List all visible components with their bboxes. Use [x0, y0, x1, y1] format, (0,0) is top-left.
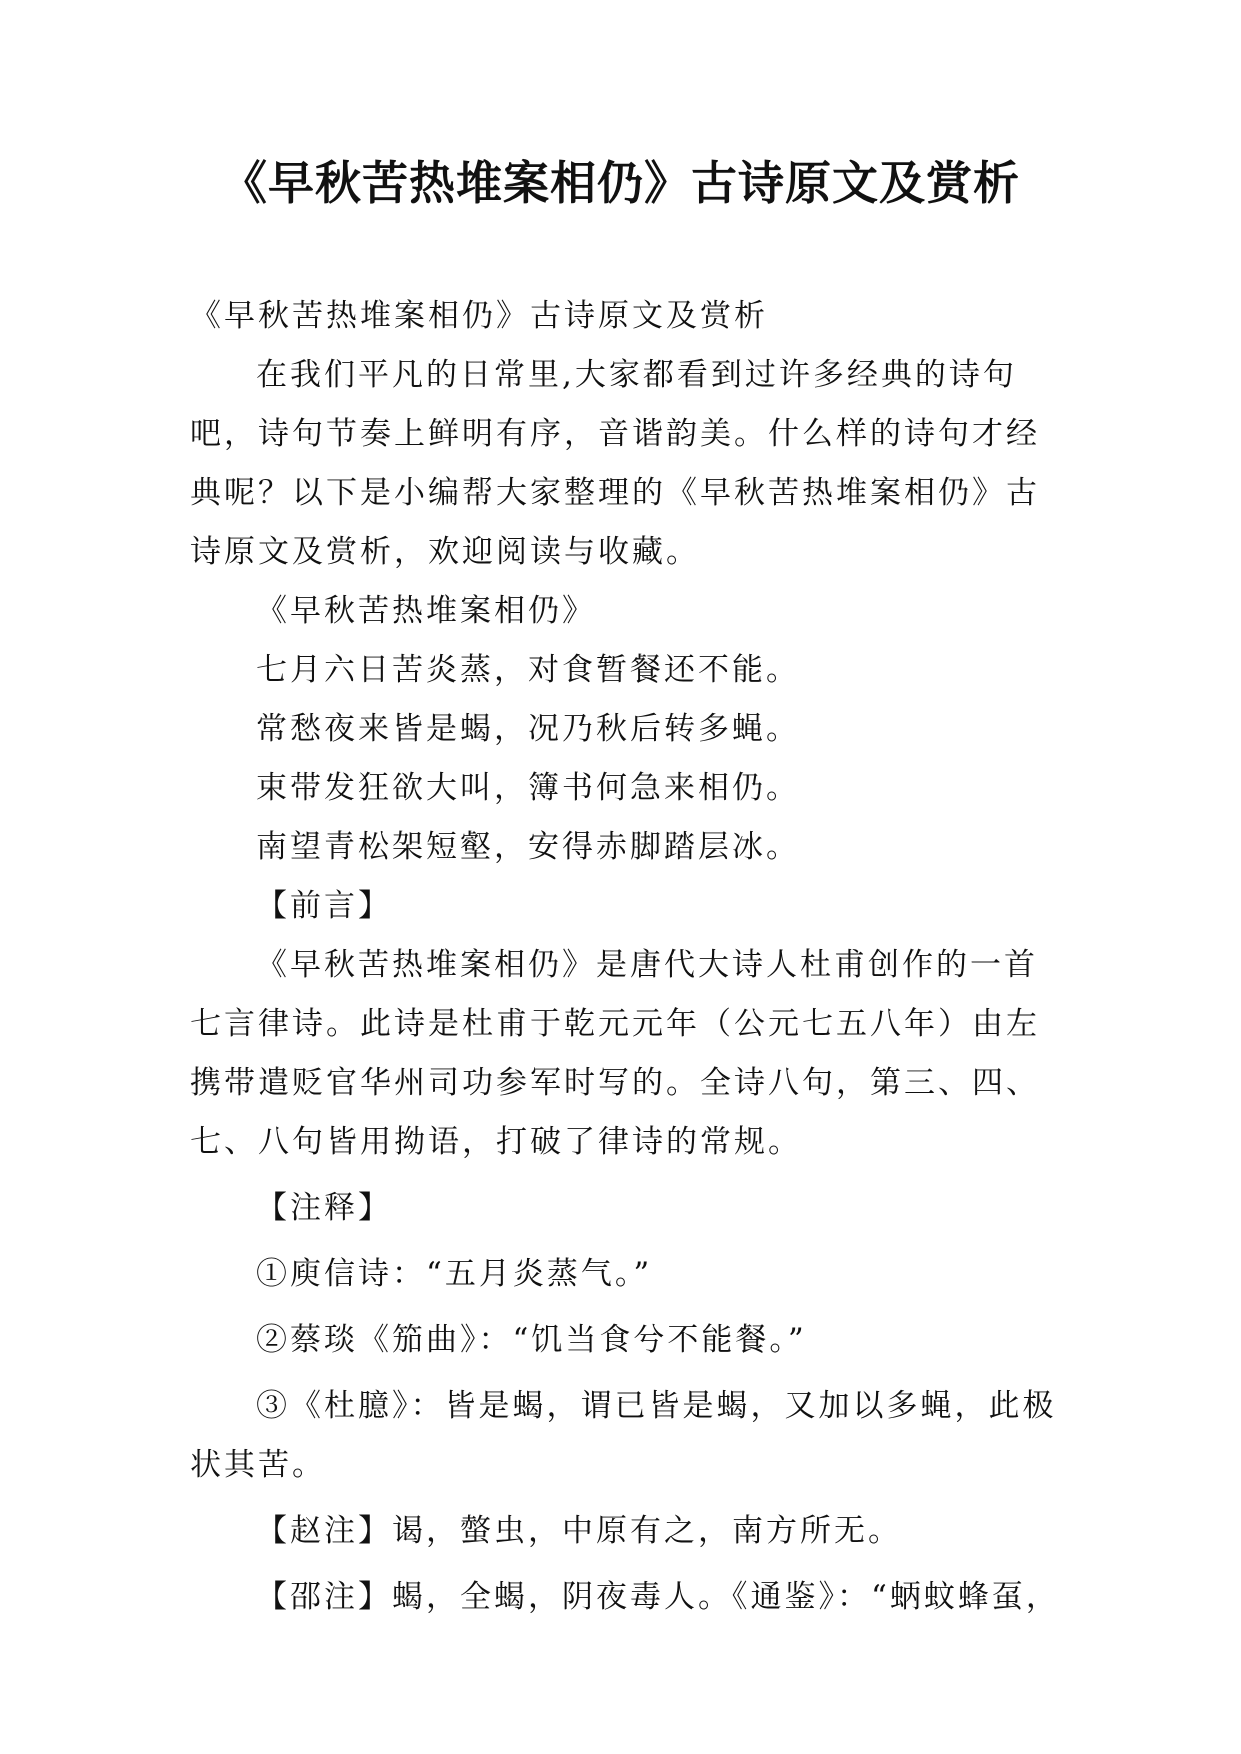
poem-line: 南望青松架短壑，安得赤脚踏层冰。 [256, 829, 800, 865]
poem-line: 七月六日苦炎蒸，对食暂餐还不能。 [256, 652, 800, 688]
notes-heading: 【注释】 [256, 1190, 392, 1226]
document-title: 《早秋苦热堆案相仍》古诗原文及赏析 [221, 156, 1020, 210]
note-item: 【赵注】谒，螫虫，中原有之，南方所无。 [256, 1513, 902, 1549]
poem-line: 束带发狂欲大叫，簿书何急来相仍。 [256, 770, 800, 806]
preface-heading: 【前言】 [256, 888, 392, 924]
preface-paragraph: 《早秋苦热堆案相仍》是唐代大诗人杜甫创作的一首七言律诗。此诗是杜甫于乾元元年（公元七五八年）由左携带遣贬官华州司功参军时写的。全诗八句，第三、四、七、八句皆用拗语，打破了律诗的常规。 [190, 947, 1040, 1160]
note-item: ①庾信诗：“五月炎蒸气。” [256, 1256, 653, 1292]
intro-paragraph: 在我们平凡的日常里,大家都看到过许多经典的诗句吧，诗句节奏上鲜明有序，音谐韵美。什么样的诗句才经典呢？以下是小编帮大家整理的《早秋苦热堆案相仍》古诗原文及赏析，欢迎阅读与收藏。 [190, 357, 1040, 570]
document-body [190, 287, 1060, 1627]
poem-line: 常愁夜来皆是蝎，况乃秋后转多蝇。 [256, 711, 800, 747]
note-item: 【邵注】蝎，全蝎，阴夜毒人。《通鉴》：“蛃蚊蜂虿， [256, 1579, 1060, 1615]
subtitle: 《早秋苦热堆案相仍》古诗原文及赏析 [190, 298, 768, 334]
note-item: ③《杜臆》：皆是蝎，谓已皆是蝎，又加以多蝇，此极状其苦。 [190, 1388, 1057, 1483]
note-item: ②蔡琰《笳曲》：“饥当食兮不能餐。” [256, 1322, 807, 1358]
poem-title: 《早秋苦热堆案相仍》 [256, 593, 596, 629]
